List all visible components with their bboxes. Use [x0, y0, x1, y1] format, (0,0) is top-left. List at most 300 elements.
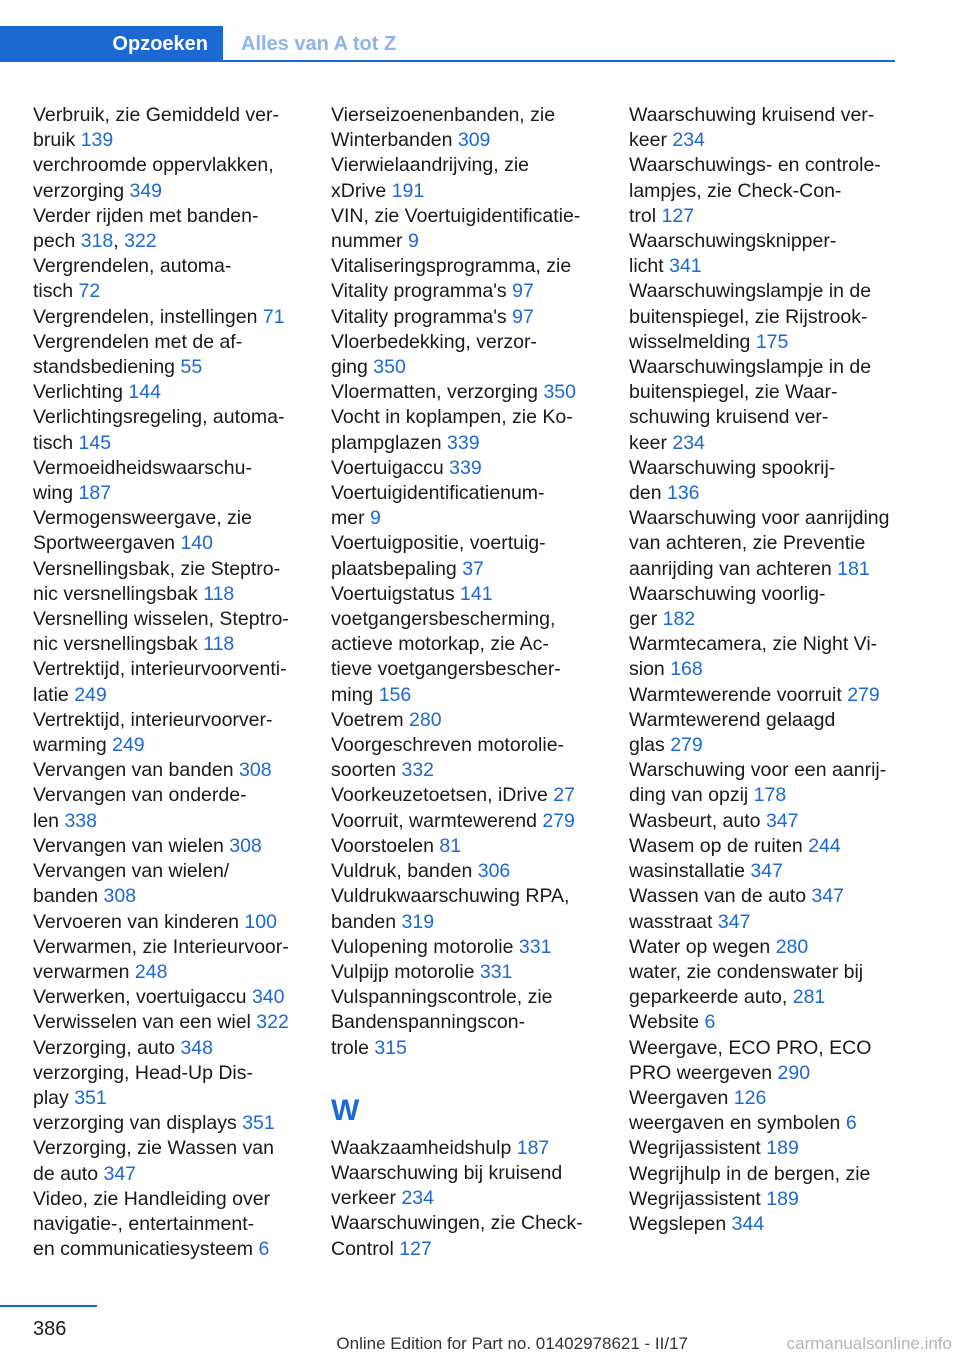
index-entry	[33, 607, 305, 657]
index-entry	[33, 935, 305, 985]
index-entry	[629, 153, 899, 229]
page-link[interactable]: 141	[460, 582, 493, 605]
page-link[interactable]: 322	[124, 230, 157, 253]
entry-text: keer 234	[629, 129, 705, 152]
entry-text: Control 127	[331, 1237, 432, 1260]
index-entry	[629, 456, 899, 506]
page-number: 386	[33, 1318, 67, 1340]
entry-text: glas 279	[629, 734, 703, 757]
entry-text: Vervangen van wielen/	[33, 860, 230, 883]
entry-text: aanrijding van achteren 181	[629, 557, 870, 580]
entry-text: Wegrijassistent 189	[629, 1137, 799, 1160]
page-link[interactable]: 331	[518, 935, 552, 958]
page-link[interactable]: 280	[775, 935, 809, 958]
entry-text: Waakzaamheidshulp 187	[331, 1136, 550, 1159]
page-link[interactable]: 322	[256, 1011, 289, 1034]
page-link[interactable]: 139	[80, 129, 114, 152]
index-entry	[629, 355, 899, 456]
entry-text: Waarschuwingslampje in de	[629, 356, 872, 379]
index-entry	[33, 1111, 305, 1136]
entry-text: Voertuigpositie, voertuig-	[331, 532, 546, 555]
index-entry	[331, 330, 603, 380]
index-entry	[629, 1136, 899, 1161]
entry-text: Winterbanden 309	[331, 129, 491, 152]
page-link[interactable]: 118	[203, 633, 235, 656]
entry-text: Vocht in koplampen, zie Ko-	[331, 406, 573, 429]
entry-text: Sportweergaven 140	[33, 532, 213, 555]
entry-text: Vergrendelen met de af-	[33, 330, 243, 353]
section-heading-w: W	[331, 1093, 360, 1127]
tab-alles-van-a-tot-z[interactable]: Alles van A tot Z	[241, 33, 397, 55]
entry-text: Verder rijden met banden-	[33, 204, 259, 227]
page-link[interactable]: 347	[717, 910, 751, 933]
entry-text: ming 156	[331, 683, 412, 706]
page-link[interactable]: 168	[670, 658, 703, 681]
entry-text: weergaven en symbolen 6	[629, 1112, 857, 1135]
entry-text: Voetrem 280	[331, 708, 442, 731]
index-entry	[33, 103, 305, 153]
entry-text: nummer 9	[331, 230, 419, 253]
entry-text: Wasem op de ruiten 244	[629, 834, 841, 857]
entry-text: plampglazen 339	[331, 431, 480, 454]
entry-text: mer 9	[331, 507, 381, 530]
page-link[interactable]: 156	[378, 683, 412, 706]
index-entry	[33, 985, 305, 1010]
page-link[interactable]: 187	[516, 1136, 550, 1159]
index-entry	[629, 632, 899, 682]
page-link[interactable]: 127	[661, 204, 695, 227]
index-entry	[33, 1136, 305, 1186]
page-link[interactable]: 290	[777, 1061, 811, 1084]
page-link[interactable]: 309	[457, 129, 491, 152]
index-entry	[33, 380, 305, 405]
entry-text: Verlichtingsregeling, automa-	[33, 406, 285, 429]
page-link[interactable]: 279	[542, 809, 575, 832]
index-entry	[33, 1010, 305, 1035]
page-link[interactable]: 145	[78, 431, 112, 454]
entry-text: verzorging van displays 351	[33, 1112, 275, 1135]
index-entry	[33, 1036, 305, 1061]
page-link[interactable]: 347	[765, 809, 799, 832]
page-link[interactable]: 37	[462, 557, 484, 580]
entry-text: sion 168	[629, 658, 703, 681]
entry-text: Vulspanningscontrole, zie	[331, 986, 553, 1009]
entry-text: PRO weergeven 290	[629, 1061, 811, 1084]
entry-text: Vierwielaandrijving, zie	[331, 154, 529, 177]
index-entry	[33, 708, 305, 758]
entry-text: Video, zie Handleiding over	[33, 1187, 271, 1210]
index-entry	[629, 1212, 899, 1237]
index-entry	[331, 783, 603, 808]
page-link[interactable]: 347	[103, 1162, 137, 1185]
index-entry	[331, 481, 603, 531]
page-link[interactable]: 349	[129, 179, 163, 202]
index-entry	[629, 582, 899, 632]
entry-text: de auto 347	[33, 1162, 137, 1185]
index-entry	[33, 405, 305, 455]
entry-text: ging 350	[331, 356, 406, 379]
index-entry	[629, 103, 899, 153]
index-entry	[331, 859, 603, 884]
page-link[interactable]: 279	[847, 683, 880, 706]
entry-text: nic versnellingsbak 118	[33, 633, 235, 656]
entry-text: Vierseizoenenbanden, zie	[331, 104, 556, 126]
entry-text: Voorruit, warmtewerend 279	[331, 809, 575, 832]
entry-text: Verzorging, auto 348	[33, 1036, 213, 1059]
entry-text: Verbruik, zie Gemiddeld ver-	[33, 104, 280, 126]
entry-text: Vervangen van wielen 308	[33, 834, 262, 857]
page-link[interactable]: 71	[262, 305, 285, 328]
entry-text: Vergrendelen, automa-	[33, 255, 232, 278]
entries-v	[331, 103, 603, 1061]
entry-text: voetgangersbescherming,	[331, 608, 556, 631]
entry-text: wisselmelding 175	[629, 330, 789, 353]
entry-text: Waarschuwing bij kruisend	[331, 1161, 563, 1184]
entry-text: keer 234	[629, 431, 705, 454]
page-link[interactable]: 339	[447, 431, 480, 454]
index-entry	[331, 834, 603, 859]
entry-text: Warmtewerend gelaagd	[629, 708, 836, 731]
page-link[interactable]: 55	[180, 356, 203, 379]
page-link[interactable]: 331	[479, 960, 513, 983]
page-link[interactable]: 9	[370, 507, 381, 530]
page-link[interactable]: 340	[251, 986, 285, 1009]
entry-text: van achteren, zie Preventie	[629, 532, 866, 555]
entry-text: Warmtewerende voorruit 279	[629, 683, 880, 706]
page-link[interactable]: 27	[553, 784, 575, 807]
entry-text: Wegslepen 344	[629, 1212, 765, 1235]
page-link[interactable]: 118	[203, 582, 235, 605]
page-link[interactable]: 97	[512, 280, 534, 303]
index-entry	[629, 506, 899, 582]
index-entry	[331, 960, 603, 985]
entry-text: len 338	[33, 809, 97, 832]
entry-text: Voertuigaccu 339	[331, 456, 482, 479]
page-link[interactable]: 344	[731, 1212, 765, 1235]
entry-text: Vermogensweergave, zie	[33, 507, 252, 530]
entry-text: verchroomde oppervlakken,	[33, 154, 274, 177]
entry-text: Voorgeschreven motorolie-	[331, 734, 565, 757]
header-divider	[0, 60, 895, 62]
entry-text: Bandenspanningscon-	[331, 1011, 526, 1034]
page-link[interactable]: 191	[391, 179, 425, 202]
page-link[interactable]: 318	[80, 230, 114, 253]
watermark: carmanualsonline.info	[786, 1334, 952, 1353]
index-entry	[33, 834, 305, 859]
index-entry	[331, 1161, 603, 1211]
page-link[interactable]: 281	[792, 986, 826, 1009]
page-link[interactable]: 175	[755, 330, 789, 353]
index-entry	[33, 153, 305, 203]
index-entry	[629, 960, 899, 1010]
page-link[interactable]: 6	[704, 1011, 716, 1034]
entry-text: geparkeerde auto, 281	[629, 986, 826, 1009]
entry-text: Verwarmen, zie Interieurvoor-	[33, 935, 289, 958]
entry-text: nic versnellingsbak 118	[33, 582, 235, 605]
entry-text: banden 319	[331, 910, 435, 933]
index-entry	[33, 758, 305, 783]
entry-text: Vervoeren van kinderen 100	[33, 910, 277, 933]
page-link[interactable]: 347	[750, 860, 783, 883]
entry-text: wasinstallatie 347	[629, 860, 783, 883]
page-link[interactable]: 308	[229, 834, 262, 857]
entry-text: warming 249	[33, 734, 145, 757]
entry-text: Waarschuwing voor aanrijding	[629, 507, 890, 530]
page-link[interactable]: 136	[666, 482, 700, 505]
entry-text: Warschuwing voor een aanrij-	[629, 759, 887, 782]
entry-text: Vuldrukwaarschuwing RPA,	[331, 885, 570, 908]
entry-text: verkeer 234	[331, 1187, 434, 1210]
header-bar	[0, 26, 895, 62]
page-link[interactable]: 347	[811, 885, 845, 908]
page-link[interactable]: 308	[103, 885, 137, 908]
entry-text: Vervangen van onderde-	[33, 784, 247, 807]
entry-text: play 351	[33, 1086, 107, 1109]
page-link[interactable]: 244	[808, 834, 841, 857]
page-link[interactable]: 81	[439, 834, 462, 857]
index-entry	[331, 380, 603, 405]
entry-text: pech 318, 322	[33, 230, 157, 253]
page-link[interactable]: 181	[837, 557, 870, 580]
entry-text: tisch 145	[33, 431, 112, 454]
index-entry	[629, 1010, 899, 1035]
entry-text: VIN, zie Voertuigidentificatie-	[331, 204, 581, 227]
index-entry	[331, 809, 603, 834]
entry-text: standsbediening 55	[33, 356, 203, 379]
page-link[interactable]: 6	[845, 1112, 857, 1135]
entry-text: bruik 139	[33, 129, 114, 152]
entry-text: verzorging 349	[33, 179, 163, 202]
page-link[interactable]: 126	[733, 1086, 767, 1109]
index-entry	[331, 985, 603, 1061]
index-entry	[331, 103, 603, 153]
entry-text: Vulpijp motorolie 331	[331, 960, 513, 983]
index-entry	[33, 506, 305, 556]
index-entry	[331, 305, 603, 330]
entry-text: Warmtecamera, zie Night Vi-	[629, 633, 878, 656]
page-link[interactable]: 351	[74, 1086, 107, 1109]
index-entry	[331, 531, 603, 581]
page-link[interactable]: 234	[401, 1187, 434, 1210]
entry-text: Waarschuwing spookrij-	[629, 456, 836, 479]
entry-text: soorten 332	[331, 759, 435, 782]
page-link[interactable]: 97	[512, 305, 534, 328]
page-link[interactable]: 280	[409, 708, 442, 731]
index-entry	[629, 809, 899, 834]
page-link[interactable]: 72	[78, 280, 101, 303]
page-link[interactable]: 350	[543, 381, 576, 404]
page-link[interactable]: 9	[407, 230, 419, 253]
page-link[interactable]: 315	[374, 1036, 407, 1059]
index-entry	[629, 834, 899, 859]
edition-label: Online Edition for Part no. 01402978621 - II/17	[336, 1334, 688, 1353]
entry-text: verwarmen 248	[33, 960, 168, 983]
entry-text: Waarschuwing voorlig-	[629, 582, 826, 605]
index-entry	[33, 254, 305, 304]
entry-text: actieve motorkap, zie Ac-	[331, 633, 549, 656]
index-entry	[629, 1111, 899, 1136]
entry-text: Voertuigstatus 141	[331, 582, 493, 605]
index-entry	[629, 1086, 899, 1111]
entry-text: Weergave, ECO PRO, ECO	[629, 1036, 872, 1059]
entry-text: Waarschuwingen, zie Check-	[331, 1212, 583, 1235]
index-entry	[33, 859, 305, 909]
page-link[interactable]: 178	[753, 784, 787, 807]
entry-text: buitenspiegel, zie Rijstrook-	[629, 305, 868, 328]
entry-text: Waarschuwings- en controle-	[629, 154, 881, 177]
entry-text: Wegrijhulp in de bergen, zie	[629, 1162, 871, 1185]
index-entry	[33, 305, 305, 330]
index-entry	[629, 884, 899, 909]
entry-text: banden 308	[33, 885, 137, 908]
page-link[interactable]: 348	[180, 1036, 213, 1059]
index-entry	[331, 204, 603, 254]
index-entry	[331, 733, 603, 783]
page-link[interactable]: 248	[134, 960, 168, 983]
page-link[interactable]: 187	[78, 482, 112, 505]
entry-text: water, zie condenswater bij	[629, 960, 864, 983]
entry-text: trol 127	[629, 204, 695, 227]
entry-text: Vloermatten, verzorging 350	[331, 381, 576, 404]
page-link[interactable]: 308	[239, 759, 272, 782]
index-entry	[33, 456, 305, 506]
index-entry	[629, 758, 899, 808]
entry-text: Verwisselen van een wiel 322	[33, 1011, 289, 1034]
page-link[interactable]: 249	[74, 683, 107, 706]
index-entry	[331, 1211, 603, 1261]
page-link[interactable]: 339	[449, 456, 482, 479]
page-link[interactable]: 189	[766, 1137, 799, 1160]
page-link[interactable]: 306	[477, 860, 511, 883]
entry-text: Vloerbedekking, verzor-	[331, 330, 537, 353]
index-entry	[331, 153, 603, 203]
entry-text: Vertrektijd, interieurvoorventi-	[33, 658, 287, 681]
entry-text: Voertuigidentificatienum-	[331, 482, 545, 505]
entry-text: xDrive 191	[331, 179, 425, 202]
page-link[interactable]: 249	[112, 734, 145, 757]
page-link[interactable]: 100	[244, 910, 277, 933]
entry-text: Verwerken, voertuigaccu 340	[33, 986, 285, 1009]
entry-text: plaatsbepaling 37	[331, 557, 484, 580]
page-link[interactable]: 319	[401, 910, 435, 933]
index-entry	[33, 557, 305, 607]
entry-text: Vitality programma's 97	[331, 280, 534, 303]
index-entry	[331, 708, 603, 733]
page-link[interactable]: 189	[766, 1187, 799, 1210]
entry-text: Waarschuwing kruisend ver-	[629, 104, 875, 126]
footer-rule	[0, 1305, 97, 1307]
index-entry	[629, 1162, 899, 1212]
entry-text: tieve voetgangersbescher-	[331, 658, 561, 681]
index-entry	[629, 1036, 899, 1086]
index-column-2	[331, 103, 603, 1262]
page-link[interactable]: 341	[669, 255, 702, 278]
index-entry	[33, 657, 305, 707]
index-entry	[331, 582, 603, 607]
index-entry	[331, 607, 603, 708]
page-link[interactable]: 338	[64, 809, 97, 832]
entry-text: Vulopening motorolie 331	[331, 935, 552, 958]
page-link[interactable]: 144	[128, 381, 161, 404]
entry-text: ding van opzij 178	[629, 784, 787, 807]
entry-text: Verzorging, zie Wassen van	[33, 1137, 274, 1160]
page-link[interactable]: 351	[242, 1112, 275, 1135]
index-entry	[331, 405, 603, 455]
index-entry	[331, 254, 603, 304]
index-column-1	[33, 103, 305, 1262]
index-entry	[33, 1187, 305, 1263]
entry-text: Vuldruk, banden 306	[331, 860, 511, 883]
page-link[interactable]: 350	[373, 356, 406, 379]
entry-text: Water op wegen 280	[629, 935, 809, 958]
entry-text: Wassen van de auto 347	[629, 885, 845, 908]
entry-text: navigatie-, entertainment-	[33, 1212, 255, 1235]
entry-text: lampjes, zie Check-Con-	[629, 179, 842, 202]
page-link[interactable]: 140	[180, 532, 213, 555]
entry-text: Vervangen van banden 308	[33, 759, 272, 782]
entry-text: Versnelling wisselen, Steptro-	[33, 608, 289, 631]
index-entry	[33, 1061, 305, 1111]
index-entry	[629, 910, 899, 935]
index-entry	[331, 456, 603, 481]
entry-text: den 136	[629, 482, 700, 505]
entry-text: Vergrendelen, instellingen 71	[33, 305, 285, 328]
page-link[interactable]: 127	[399, 1237, 432, 1260]
entry-text: wasstraat 347	[629, 910, 751, 933]
page-link[interactable]: 6	[258, 1238, 270, 1261]
index-entry	[33, 204, 305, 254]
index-entry	[331, 935, 603, 960]
tab-opzoeken[interactable]: Opzoeken	[0, 26, 223, 62]
entry-text: Wegrijassistent 189	[629, 1187, 799, 1210]
entry-text: Vertrektijd, interieurvoorver-	[33, 708, 273, 731]
index-entry	[629, 229, 899, 279]
entry-text: Weergaven 126	[629, 1086, 767, 1109]
entry-text: Waarschuwingsknipper-	[629, 230, 837, 253]
entry-text: en communicatiesysteem 6	[33, 1238, 270, 1261]
index-entry	[331, 1136, 603, 1161]
entry-text: licht 341	[629, 255, 702, 278]
index-entry	[33, 783, 305, 833]
index-entry	[629, 279, 899, 355]
entry-text: buitenspiegel, zie Waar-	[629, 381, 838, 404]
entry-text: tisch 72	[33, 280, 101, 303]
page-link[interactable]: 332	[401, 759, 435, 782]
entry-text: ger 182	[629, 608, 696, 631]
entry-text: Waarschuwingslampje in de	[629, 280, 872, 303]
index-entry	[629, 859, 899, 884]
index-entry	[629, 683, 899, 708]
entry-text: schuwing kruisend ver-	[629, 406, 829, 429]
entry-text: Vitality programma's 97	[331, 305, 534, 328]
page-link[interactable]: 279	[670, 734, 703, 757]
entry-text: Voorstoelen 81	[331, 834, 462, 857]
index-entry	[33, 910, 305, 935]
entry-text: latie 249	[33, 683, 107, 706]
entry-text: Verlichting 144	[33, 381, 161, 404]
entry-text: Website 6	[629, 1011, 716, 1034]
entry-text: wing 187	[33, 482, 112, 505]
entry-text: Vitaliseringsprogramma, zie	[331, 255, 572, 278]
index-entry	[331, 884, 603, 934]
entry-text: Vermoeidheidswaarschu-	[33, 456, 252, 479]
page-link[interactable]: 234	[672, 129, 705, 152]
page-link[interactable]: 182	[662, 608, 696, 631]
index-column-3	[629, 103, 899, 1237]
page-link[interactable]: 234	[672, 431, 705, 454]
entry-text: Voorkeuzetoetsen, iDrive 27	[331, 784, 575, 807]
entry-text: verzorging, Head-Up Dis-	[33, 1061, 253, 1084]
